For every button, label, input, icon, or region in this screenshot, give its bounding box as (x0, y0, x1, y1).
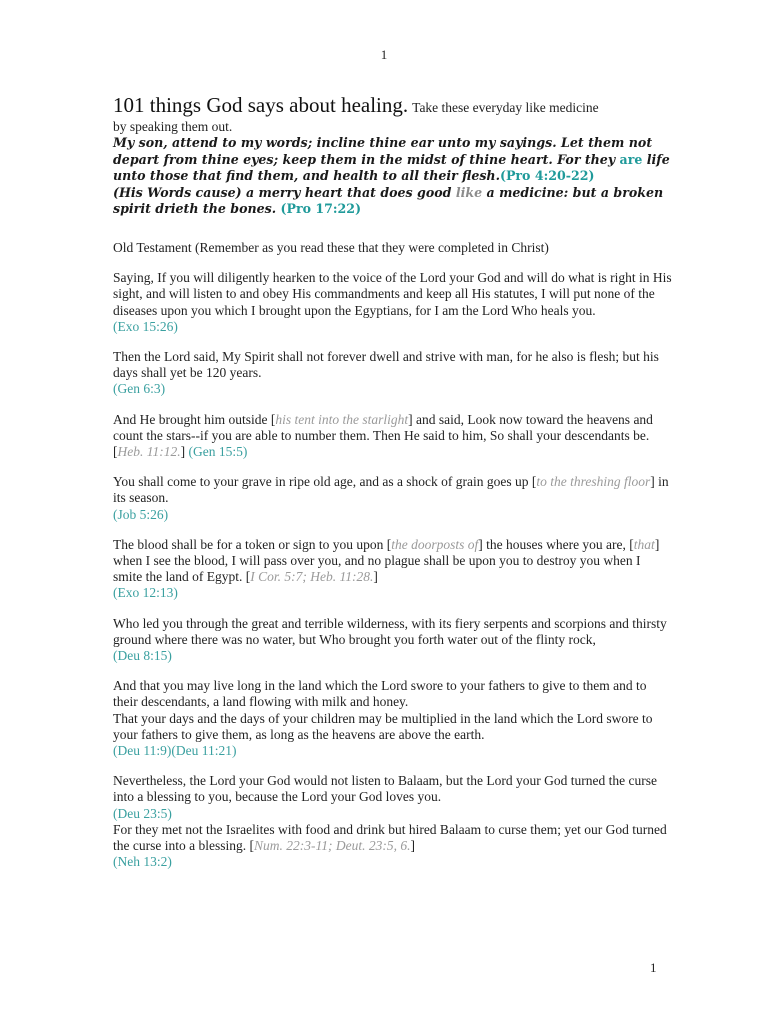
verse-text: Then the Lord said, My Spirit shall not forever dwell and strive with man, for he also is flesh; but his days shall yet be 120 years. (113, 348, 659, 381)
verse-gen-6-3 (113, 349, 673, 398)
quote-text: a medicine: but a broken spirit drieth the bones. (113, 184, 664, 217)
quote-reference: (Pro 17:22) (280, 201, 362, 217)
verse-deu-23-neh-13 (113, 773, 673, 870)
verse-reference: (Deu 8:15) (113, 648, 172, 664)
verse-note: his tent into the starlight (275, 411, 409, 427)
verse-note: I Cor. 5:7; Heb. 11:28. (250, 569, 374, 585)
verse-segment: ] (410, 838, 415, 854)
verse-gen-15-5 (113, 412, 673, 461)
verse-text (113, 537, 673, 586)
verse-text: And that you may live long in the land which the Lord swore to your fathers to give to them and to their descendants, a land flowing with milk and honey. (113, 678, 647, 710)
verse-text: That your days and the days of your children may be multiplied in the land which the Lord swore to your fathers to give them, as long as the heavens are above the earth. (113, 710, 653, 742)
verse-note: the doorposts of (391, 536, 479, 552)
verse-segment: ] (373, 569, 378, 585)
verse-reference: (Deu 11:9)(Deu 11:21) (113, 743, 237, 759)
verse-reference: (Gen 15:5) (188, 444, 248, 459)
verse-segment: ] in its season. (113, 474, 669, 506)
verse-deu-8-15 (113, 616, 673, 665)
verse-segment: ] (180, 444, 186, 459)
verse-exo-15-26 (113, 270, 673, 335)
verse-deu-11 (113, 678, 673, 759)
quote-text: My son, attend to my words; incline thine ear unto my sayings. Let them not depart from thine eyes; keep them in the midst of thine heart. For they (113, 135, 653, 167)
section-heading: Old Testament (Remember as you read these that they were completed in Christ) (113, 239, 549, 255)
title-line (113, 93, 673, 117)
verse-segment: ] and said, Look now toward the heavens and count the stars--if you are able to number them. Then He said to him, So shall your descendants be. [ (113, 411, 653, 459)
verse-reference: (Deu 23:5) (113, 805, 172, 821)
verse-text: Who led you through the great and terrible wilderness, with its fiery serpents and scorpions and thirsty ground where there was no water, but Who brought you forth water out of the flinty rock, (113, 615, 667, 647)
verse-reference: (Neh 13:2) (113, 854, 172, 870)
verse-segment: For they met not the Israelites with food and drink but hired Balaam to curse them; yet our God turned the curse into a blessing. [ (113, 821, 667, 854)
verse-text (113, 412, 673, 461)
verse-text (113, 474, 673, 506)
quote-emphasis: like (455, 184, 483, 200)
verse-note: Num. 22:3-11; Deut. 23:5, 6. (253, 838, 411, 854)
document-body (113, 93, 673, 870)
verse-segment: You shall come to your grave in ripe old age, and as a shock of grain goes up [ (113, 474, 537, 490)
page-title: 101 things God says about healing. (113, 93, 409, 117)
intro-quote-1 (113, 135, 673, 185)
verse-segment: ] the houses where you are, [ (478, 536, 634, 552)
quote-reference: (Pro 4:20-22) (499, 168, 595, 184)
verse-exo-12-13 (113, 537, 673, 602)
quote-text: (His Words cause) a merry heart that does good (113, 184, 452, 200)
verse-note: that (633, 536, 655, 552)
verse-text (113, 822, 673, 854)
verse-note: Heb. 11:12. (117, 444, 181, 459)
verse-text: Saying, If you will diligently hearken to the voice of the Lord your God and will do what is right in His sight, and will listen to and obey His commandments and keep all His statutes, I will put none of the diseases upon you which I brought upon the Egyptians, for I am the Lord Who heals you. (113, 270, 672, 318)
verse-reference: (Exo 15:26) (113, 318, 178, 334)
title-note-continued: by speaking them out. (113, 119, 233, 134)
verse-reference: (Job 5:26) (113, 506, 169, 522)
quote-emphasis: are (619, 151, 643, 167)
verse-segment: And He brought him outside [ (113, 411, 276, 427)
quote-text: life unto those that find them, and health to all their flesh. (113, 151, 670, 184)
verse-reference: (Gen 6:3) (113, 381, 166, 397)
verse-note: to the threshing floor (536, 474, 651, 490)
verse-reference: (Exo 12:13) (113, 585, 178, 601)
title-note: Take these everyday like medicine (412, 100, 599, 115)
page-number-bottom: 1 (650, 960, 657, 975)
verse-segment: ] when I see the blood, I will pass over you, and no plague shall be upon you to destroy you when I smite the land of Egypt. [ (113, 536, 660, 585)
verse-segment: The blood shall be for a token or sign to you upon [ (113, 536, 392, 552)
verse-text: Nevertheless, the Lord your God would not listen to Balaam, but the Lord your God turned the curse into a blessing to you, because the Lord your God loves you. (113, 773, 658, 805)
intro-quote-2 (113, 185, 673, 218)
page-number-top: 1 (380, 47, 388, 62)
verse-job-5-26 (113, 474, 673, 523)
